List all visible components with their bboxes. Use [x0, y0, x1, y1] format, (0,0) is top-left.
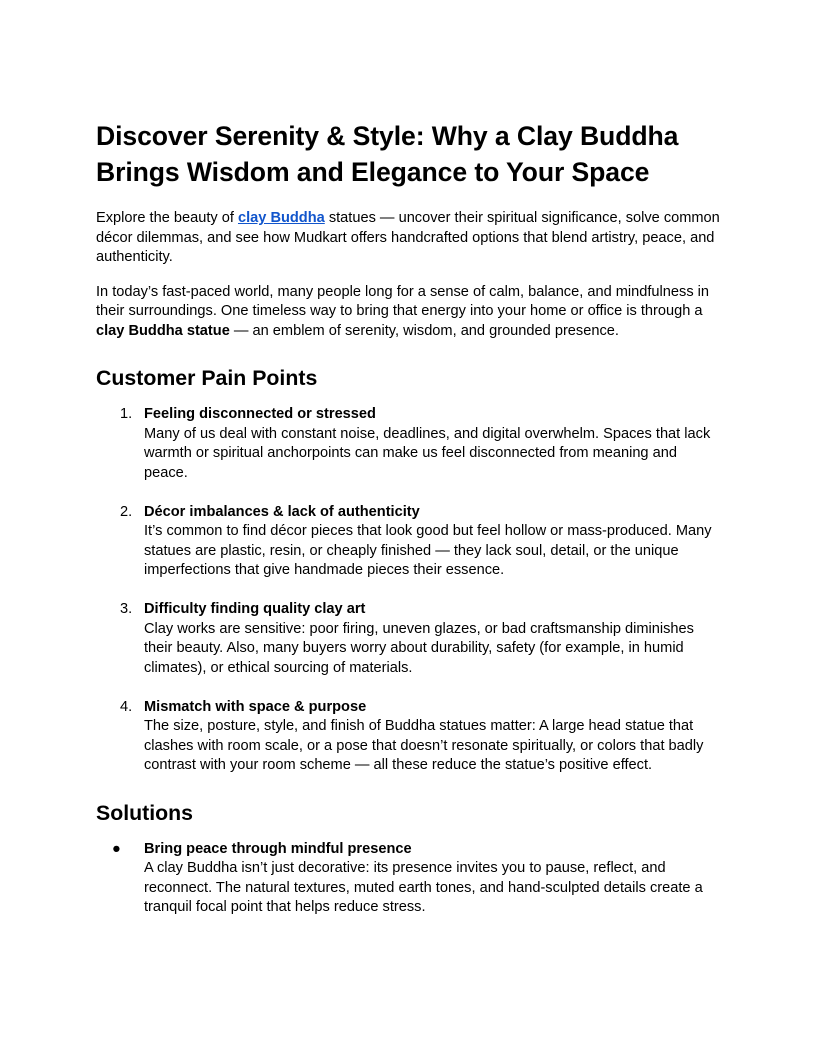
list-item-body: The size, posture, style, and finish of Buddha statues matter: A large head statue that clashes with room scale, or a pose that doesn’t resonate spiritually, or colors that badly contrast with your room scheme — all these reduce the statue’s positive effect. — [144, 718, 704, 773]
list-number: 4. — [120, 698, 133, 715]
intro-text-after: statues — uncover their spiritual significance, solve common décor dilemmas, and see how Mudkart offers handcrafted options that blend artistry, peace, and authenticity. — [96, 210, 720, 265]
list-item — [96, 405, 720, 483]
list-item-body: It’s common to find décor pieces that look good but feel hollow or mass-produced. Many statues are plastic, resin, or cheaply finished — they lack soul, detail, or the unique imperfections that give handmade pieces their essence. — [144, 523, 712, 578]
list-item-title: Mismatch with space & purpose — [144, 698, 367, 715]
list-item — [96, 503, 720, 581]
list-item-body: Many of us deal with constant noise, deadlines, and digital overwhelm. Spaces that lack warmth or spiritual anchorpoints can make us feel disconnected from meaning and peace. — [144, 425, 711, 481]
list-item-body: A clay Buddha isn’t just decorative: its presence invites you to pause, reflect, and reconnect. The natural textures, muted earth tones, and hand-sculpted details create a tranquil focal point that helps reduce stress. — [144, 860, 703, 915]
list-item-title: Bring peace through mindful presence — [144, 840, 412, 857]
solutions-heading: Solutions — [96, 800, 194, 825]
page-title: Discover Serenity & Style: Why a Clay Buddha Brings Wisdom and Elegance to Your Space — [96, 121, 679, 187]
list-number: 3. — [120, 601, 133, 617]
list-number: 1. — [120, 406, 133, 422]
list-item-title: Difficulty finding quality clay art — [144, 601, 366, 617]
list-item — [96, 698, 720, 776]
intro-paragraph — [96, 209, 720, 268]
clay-buddha-link[interactable]: clay Buddha — [237, 210, 325, 226]
context-text-1: In today’s fast-paced world, many people long for a sense of calm, balance, and mindfulness in their surroundings. One timeless way to bring that energy into your home or office is through a — [96, 283, 710, 319]
list-item-body: Clay works are sensitive: poor firing, uneven glazes, or bad craftsmanship diminishes their beauty. Also, many buyers worry about durability, safety (for example, in humid climates), or ethical sourcing of materials. — [144, 620, 694, 676]
intro-text-before: Explore the beauty of — [96, 210, 238, 226]
list-item-title: Feeling disconnected or stressed — [144, 406, 376, 422]
list-item — [96, 840, 720, 918]
pain-points-list — [96, 405, 720, 776]
list-number: 2. — [120, 503, 133, 520]
list-item-title: Décor imbalances & lack of authenticity — [144, 503, 420, 520]
context-paragraph — [96, 283, 720, 342]
pain-points-heading: Customer Pain Points — [96, 366, 318, 390]
context-text-2: — an emblem of serenity, wisdom, and grounded presence. — [229, 322, 619, 339]
list-item — [96, 600, 720, 678]
document-page — [96, 118, 720, 937]
bullet-icon: ● — [112, 840, 121, 857]
solutions-list — [96, 840, 720, 918]
context-bold: clay Buddha statue — [96, 322, 230, 339]
